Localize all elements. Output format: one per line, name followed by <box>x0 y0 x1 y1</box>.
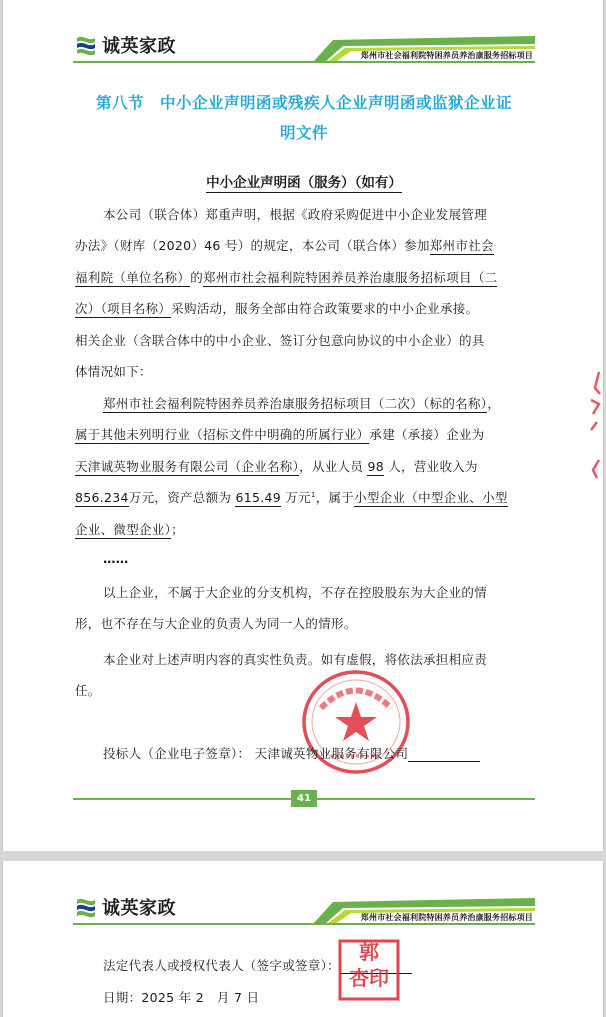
p2-line-2: 属于其他未列明行业（招标文件中明确的所属行业）承建（承接）企业为 <box>75 427 485 442</box>
p1-line-3: 福利院（单位名称）的郑州市社会福利院特困养员养治康服务招标项目（二 <box>75 270 498 285</box>
header-project-name: 郑州市社会福利院特困养员养治康服务招标项目 <box>360 51 533 60</box>
seam-stamp-mark <box>585 370 604 480</box>
p1-line-6: 体情况如下： <box>75 364 152 379</box>
p1-line-5: 相关企业（含联合体中的中小企业、签订分包意向协议的中小企业）的具 <box>75 333 485 348</box>
personal-seal-text: 郭 杏印 <box>349 940 389 990</box>
representative-signature-line: 法定代表人或授权代表人（签字或签章）： <box>103 956 565 974</box>
assets-value: 615.49 <box>235 490 282 505</box>
bidder-company: 天津诚英物业服务有限公司 <box>254 746 409 761</box>
brand-name: 诚英家政 <box>102 898 176 919</box>
ellipsis: …… <box>103 551 129 566</box>
brand-logo <box>73 893 176 921</box>
p1-line-4: 次）（项目名称）采购活动，服务全部由符合政策要求的中小企业承接。 <box>75 301 479 316</box>
employee-count: 98 <box>367 459 384 474</box>
p1-line-1: 本公司（联合体）郑重声明，根据《政府采购促进中小企业发展管理 <box>103 207 488 222</box>
document-page-42 <box>2 861 604 1017</box>
revenue-value: 856.234 <box>75 490 129 505</box>
p2-line-1: 郑州市社会福利院特困养员养治康服务招标项目（二次）（标的名称）， <box>103 396 501 411</box>
date-line: 日期：2025 年 2 月 7 日 <box>103 990 260 1005</box>
header-rule <box>73 61 535 63</box>
brand-name: 诚英家政 <box>102 36 176 57</box>
brand-logo <box>73 31 176 59</box>
section-title-line-2: 明文件 <box>279 124 328 142</box>
bidder-signature-line: 投标人（企业电子签章）： 天津诚英物业服务有限公司 <box>103 744 565 762</box>
section-title-line-1: 第八节 中小企业声明函或残疾人企业声明函或监狱企业证 <box>95 94 512 112</box>
declaration-heading: 中小企业声明函（服务）（如有） <box>206 175 402 191</box>
p2-line-5: 企业、微型企业）； <box>75 522 184 537</box>
p4-line-2: 任。 <box>75 683 101 698</box>
intertwined-ribbon-logo-icon <box>73 32 99 58</box>
page-number-badge: 41 <box>291 790 317 807</box>
p2-line-3: 天津诚英物业服务有限公司（企业名称），从业人员 98 人，营业收入为 <box>75 459 478 474</box>
p3-line-2: 形，也不存在与大企业的负责人为同一人的情形。 <box>75 616 357 631</box>
p1-line-2: 办法》（财库（2020）46 号）的规定，本公司（联合体）参加郑州市社会 <box>75 238 494 253</box>
intertwined-ribbon-logo-icon <box>73 894 99 920</box>
document-page-41 <box>2 0 604 851</box>
p2-line-4: 856.234万元，资产总额为 615.49 万元$^1$，属于小型企业（中型企业、小型 <box>75 490 508 505</box>
p4-line-1: 本企业对上述声明内容的真实性负责。如有虚假，将依法承担相应责 <box>103 652 488 667</box>
header-rule <box>73 923 535 925</box>
header-project-name: 郑州市社会福利院特困养员养治康服务招标项目 <box>360 913 533 922</box>
p3-line-1: 以上企业，不属于大企业的分支机构，不存在控股股东为大企业的情 <box>103 585 488 600</box>
